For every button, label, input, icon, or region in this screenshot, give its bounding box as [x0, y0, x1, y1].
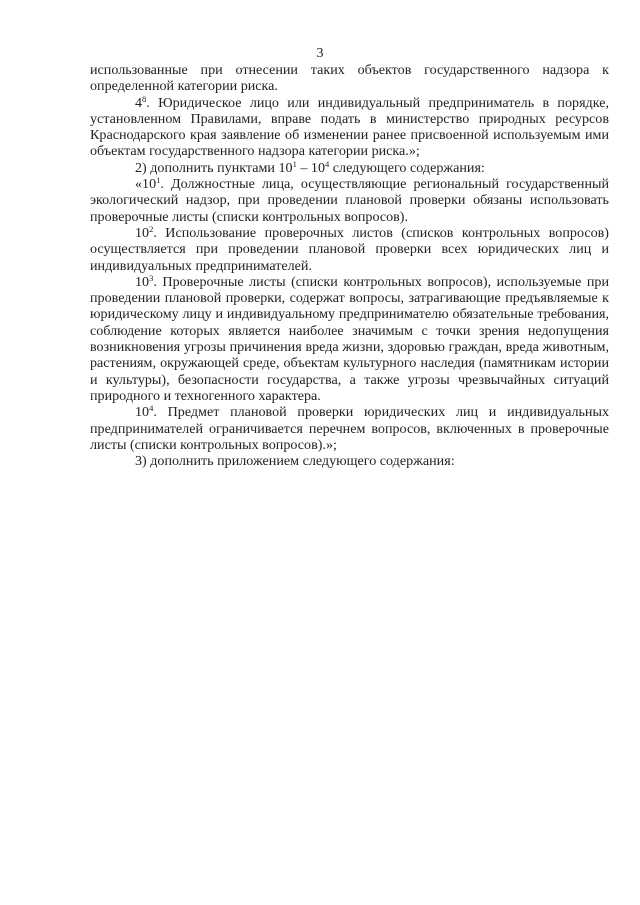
list-item-3: 3) дополнить приложением следующего содержания: [135, 453, 455, 470]
paragraph-superscript: 3 [149, 272, 154, 283]
paragraph-text: . Проверочные листы (списки контрольных вопросов), используемые при проведении плановой проверки, содержат вопросы, затрагивающие предъявляемые к юридическому лицу и индивидуальному предпринимателю обязательные требования, соблюдение которых является наиболее значимым с точки зрения недопущения возникновения угрозы причинения вреда жизни, здоровью граждан, вреда животным, растениям, окружающей среде, объектам культурного наследия (памятникам истории и культуры), безопасности государства, а также угрозы чрезвычайных ситуаций природного и техногенного характера. [90, 273, 609, 404]
list-item-text: следующего содержания: [329, 159, 485, 176]
list-item-text: – 10 [296, 159, 326, 176]
list-item-2 [90, 160, 609, 176]
list-item-text: 2) дополнить пунктами 10 [135, 159, 293, 176]
paragraph-superscript: 1 [156, 175, 161, 186]
superscript: 1 [292, 158, 297, 169]
paragraph-10-2 [90, 225, 609, 274]
paragraph-10-3 [90, 274, 609, 404]
paragraph-number: «10 [135, 176, 157, 193]
superscript: 4 [325, 158, 330, 169]
paragraph-4-8 [90, 95, 609, 160]
document-body [90, 62, 609, 469]
paragraph-superscript: 4 [149, 403, 154, 414]
paragraph-text: . Использование проверочных листов (списков контрольных вопросов) осуществляется при проведении плановой проверки всех юридических лиц и индивидуальных предпринимателей. [90, 224, 609, 274]
paragraph-text: . Предмет плановой проверки юридических лиц и индивидуальных предпринимателей ограничивается перечнем вопросов, включенных в проверочные листы (списки контрольных вопросов).»; [90, 404, 609, 453]
paragraph-number: 10 [135, 224, 150, 241]
paragraph-superscript: 2 [149, 223, 154, 234]
paragraph-number: 4 [135, 94, 143, 111]
paragraph-text: . Юридическое лицо или индивидуальный предприниматель в порядке, установленном Правилами, вправе подать в министерство природных ресурсов Краснодарского края заявление об изменении ранее присвоенной используемым ими объектам государственного надзора категории риска.»; [90, 94, 609, 160]
paragraph-number: 10 [135, 273, 150, 290]
paragraph-continuation: использованные при отнесении таких объектов государственного надзора к определенной категории риска. [90, 62, 609, 95]
paragraph-superscript: 8 [142, 93, 147, 104]
paragraph-10-4 [90, 404, 609, 453]
paragraph-text: . Должностные лица, осуществляющие региональный государственный экологический надзор, при проведении плановой проверки обязаны использовать проверочные листы (списки контрольных вопросов). [90, 176, 609, 225]
paragraph-number: 10 [135, 404, 150, 421]
paragraph-10-1 [90, 176, 609, 225]
page-number: 3 [316, 45, 324, 61]
